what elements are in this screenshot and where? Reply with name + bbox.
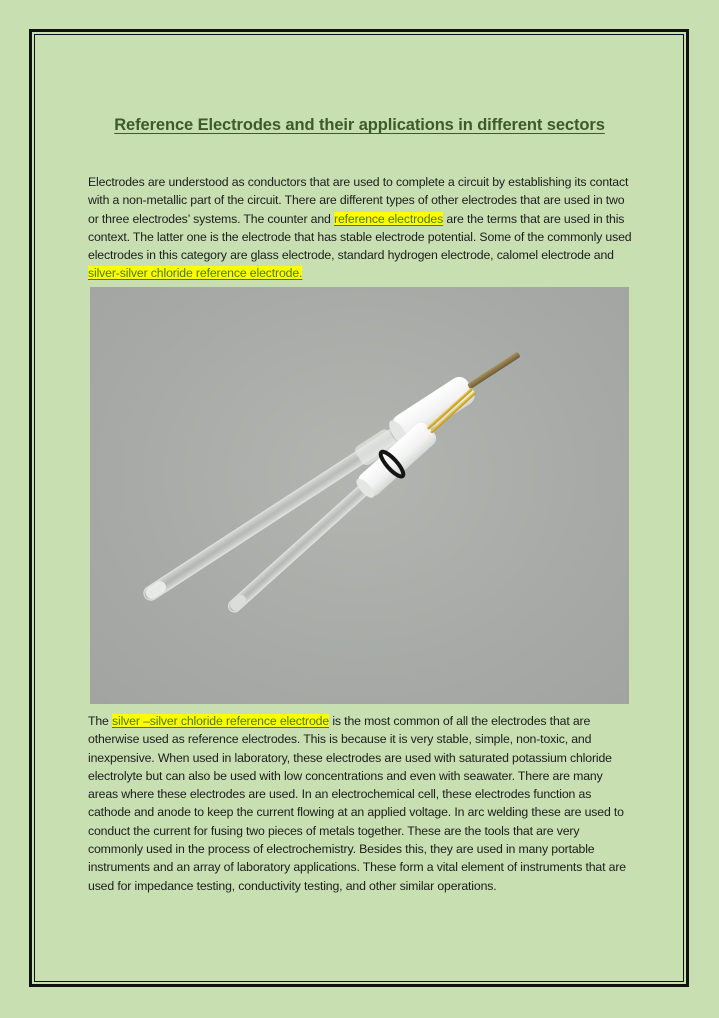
document-title-text: Reference Electrodes and their applications in different sectors [114, 116, 605, 134]
silver-silver-chloride-electrode-link[interactable]: silver –silver chloride reference electrode [112, 714, 330, 728]
intro-text-2: are the terms that are used in this context. The latter one is the electrode that has stable electrode potential. Some of the commonly used electrodes in this category are glass electrode, standard hydrogen electrode, calomel electrode and [88, 211, 632, 263]
silver-chloride-electrode-link[interactable]: silver-silver chloride reference electrode. [88, 266, 303, 281]
reference-electrodes-link[interactable]: reference electrodes [334, 211, 444, 226]
body-text-1: The [88, 714, 113, 728]
body-text-2: is the most common of all the electrodes that are otherwise used as reference electrodes. This is because it is very stable, simple, non-toxic, and inexpensive. When used in laboratory, these electrodes are used with saturated potassium chloride electrolyte but can also be used with low concentrations and even with seawater. There are many areas where these electrodes are used. In an electrochemical cell, these electrodes function as cathode and anode to keep the current flowing at an applied voltage. In arc welding these are used to conduct the current for fusing two pieces of metals together. These are the tools that are very commonly used in the process of electrochemistry. Besides this, they are used in many portable instruments and an array of laboratory applications. These form a vital element of instruments that are used for impedance testing, conductivity testing, and other similar operations. [88, 714, 626, 893]
document-title [0, 116, 719, 135]
intro-paragraph [88, 173, 633, 283]
body-paragraph [88, 712, 633, 895]
electrode-illustration [90, 287, 629, 704]
electrode-photo [90, 287, 629, 704]
intro-text-1: Electrodes are understood as conductors that are used to complete a circuit by establishing its contact with a non-metallic part of the circuit. There are different types of other electrodes that are used in two or three electrodes’ systems. The counter and [88, 175, 629, 226]
